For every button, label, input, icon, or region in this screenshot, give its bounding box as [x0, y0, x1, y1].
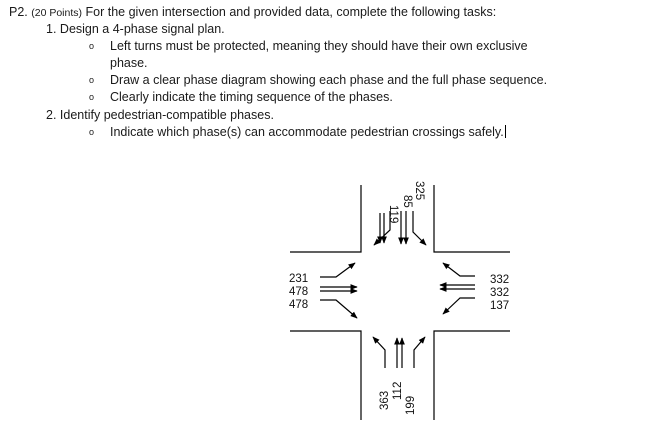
bullet-marker: o	[89, 127, 95, 137]
westbound-volume-3: 137	[490, 300, 510, 312]
task-1-text: Design a 4-phase signal plan.	[59, 22, 225, 36]
westbound-volume-1: 332	[490, 274, 510, 286]
curb-northwest	[290, 185, 361, 252]
northbound-arrows	[373, 337, 425, 368]
curb-northeast	[434, 185, 510, 252]
eastbound-volume-3: 478	[289, 299, 309, 311]
curb-southwest	[290, 331, 361, 420]
northbound-right-turn-arrow	[414, 337, 425, 368]
southbound-volume-1: 119	[387, 205, 399, 224]
task-2-bullet-1-text: Indicate which phase(s) can accommodate pedestrian crossings safely.	[110, 125, 504, 139]
task-1-bullet-3: Clearly indicate the timing sequence of the phases.	[110, 90, 393, 104]
westbound-volume-2: 332	[490, 287, 510, 299]
task-1-number: 1.	[46, 22, 57, 36]
problem-label: P2.	[9, 5, 28, 19]
southbound-volume-2: 85	[401, 195, 413, 208]
problem-points: (20 Points)	[31, 7, 83, 19]
eastbound-arrows	[320, 263, 357, 318]
westbound-right-turn-arrow	[443, 263, 475, 276]
northbound-volume-2: 112	[392, 381, 404, 400]
task-1-bullet-2: Draw a clear phase diagram showing each phase and the full phase sequence.	[110, 73, 548, 87]
curb-southeast	[434, 331, 510, 420]
problem-intro: For the given intersection and provided data, complete the following tasks:	[85, 5, 497, 19]
bullet-marker: o	[89, 92, 95, 102]
northbound-volume-3: 199	[405, 395, 417, 415]
eastbound-right-turn-arrow	[320, 300, 357, 318]
task-1-bullet-1-line-1: Left turns must be protected, meaning they should have their own exclusive	[110, 39, 528, 53]
task-2-number: 2.	[46, 108, 57, 122]
westbound-arrows	[440, 263, 475, 314]
eastbound-left-turn-arrow	[320, 263, 355, 277]
southbound-left-turn-arrow	[413, 211, 426, 245]
task-1-bullet-1-line-2: phase.	[110, 56, 148, 70]
southbound-arrows	[374, 211, 426, 245]
eastbound-volume-1: 231	[289, 273, 309, 285]
southbound-volume-3: 325	[413, 181, 425, 201]
northbound-volume-1: 363	[379, 390, 391, 410]
task-2-text: Identify pedestrian-compatible phases.	[59, 108, 274, 122]
bullet-marker: o	[89, 75, 95, 85]
westbound-left-turn-arrow	[443, 298, 475, 314]
eastbound-volume-2: 478	[289, 286, 309, 298]
bullet-marker: o	[89, 41, 95, 51]
northbound-left-turn-arrow	[373, 337, 385, 368]
